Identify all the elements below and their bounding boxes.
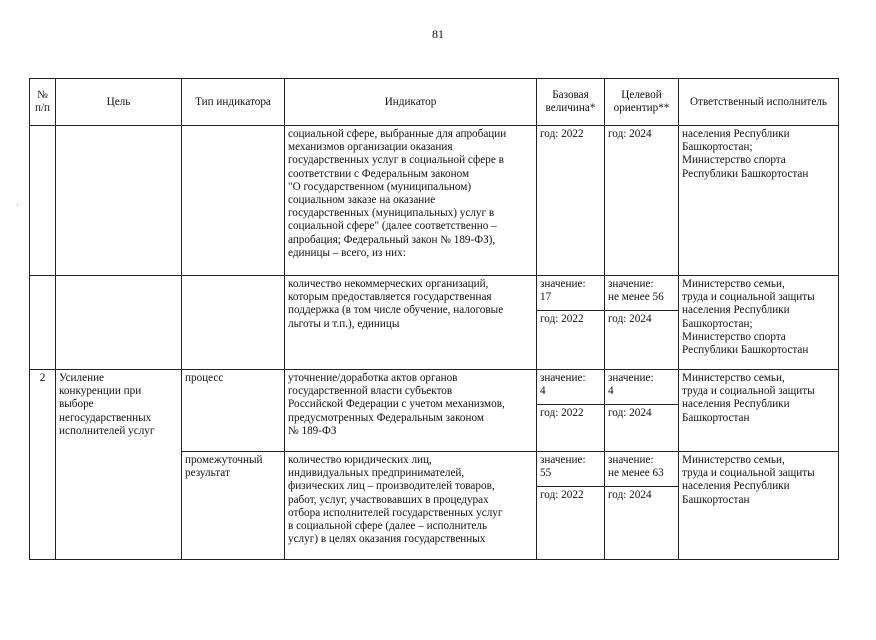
- executor-cell: населения Республики Башкортостан; Министерство спорта Республики Башкортостан: [679, 126, 839, 276]
- row-number: [30, 126, 56, 276]
- indicator-cell: количество юридических лиц, индивидуальных предпринимателей, физических лиц – производителей товаров, работ, услуг, участвовавших в процедурах отбора исполнителей государственных услуг в социальной сфере (далее – исполнитель услуг) в целях оказания государственных: [285, 452, 537, 560]
- executor-cell: Министерство семьи, труда и социальной защиты населения Республики Башкортостан: [679, 452, 839, 560]
- base-cell: год: 2022: [537, 126, 605, 276]
- type-cell: промежуточный результат: [182, 452, 285, 560]
- goal-cell: Усиление конкуренции при выборе негосударственных исполнителей услуг: [56, 370, 182, 560]
- table-row: [30, 370, 839, 405]
- indicator-table: [29, 78, 839, 560]
- type-cell: [182, 126, 285, 276]
- target-year-cell: год: 2024: [605, 487, 679, 560]
- executor-cell: Министерство семьи, труда и социальной защиты населения Республики Башкортостан; Министерство спорта Республики Башкортостан: [679, 276, 839, 370]
- target-value-cell: значение: не менее 56: [605, 276, 679, 311]
- executor-cell: Министерство семьи, труда и социальной защиты населения Республики Башкортостан: [679, 370, 839, 452]
- row-number: 2: [30, 370, 56, 560]
- base-value-cell: значение: 4: [537, 370, 605, 405]
- base-value-cell: значение: 17: [537, 276, 605, 311]
- table-header-row: [30, 79, 839, 126]
- target-year-cell: год: 2024: [605, 311, 679, 370]
- table-row: [30, 276, 839, 311]
- row-number: [30, 276, 56, 370]
- type-cell: процесс: [182, 370, 285, 452]
- page-number: 81: [432, 27, 444, 41]
- base-year-cell: год: 2022: [537, 311, 605, 370]
- col-header-type: Тип индикатора: [182, 79, 285, 126]
- col-header-goal: Цель: [56, 79, 182, 126]
- col-header-target: Целевой ориентир**: [605, 79, 679, 126]
- col-header-number: № п/п: [30, 79, 56, 126]
- indicator-cell: социальной сфере, выбранные для апробации механизмов организации оказания государственных услуг в социальной сфере в соответствии с Федеральным законом "О государственном (муниципальном) социальном заказе на оказание государственных (муниципальных) услуг в социальной сфере" (далее соответственно – апробация; Федеральный закон № 189-ФЗ), единицы – всего, из них:: [285, 126, 537, 276]
- indicator-cell: уточнение/доработка актов органов государственной власти субъектов Российской Федерации с учетом механизмов, предусмотренных Федеральным законом № 189-ФЗ: [285, 370, 537, 452]
- goal-cell: [56, 126, 182, 276]
- col-header-indicator: Индикатор: [285, 79, 537, 126]
- scan-mark: ·: [16, 200, 19, 210]
- indicator-cell: количество некоммерческих организаций, которым предоставляется государственная поддержка (в том числе обучение, налоговые льготы и т.п.), единицы: [285, 276, 537, 370]
- col-header-base: Базовая величина*: [537, 79, 605, 126]
- target-year-cell: год: 2024: [605, 405, 679, 452]
- target-cell: год: 2024: [605, 126, 679, 276]
- base-year-cell: год: 2022: [537, 487, 605, 560]
- target-value-cell: значение: не менее 63: [605, 452, 679, 487]
- base-value-cell: значение: 55: [537, 452, 605, 487]
- type-cell: [182, 276, 285, 370]
- goal-cell: [56, 276, 182, 370]
- col-header-executor: Ответственный исполнитель: [679, 79, 839, 126]
- table-row: [30, 126, 839, 276]
- base-year-cell: год: 2022: [537, 405, 605, 452]
- target-value-cell: значение: 4: [605, 370, 679, 405]
